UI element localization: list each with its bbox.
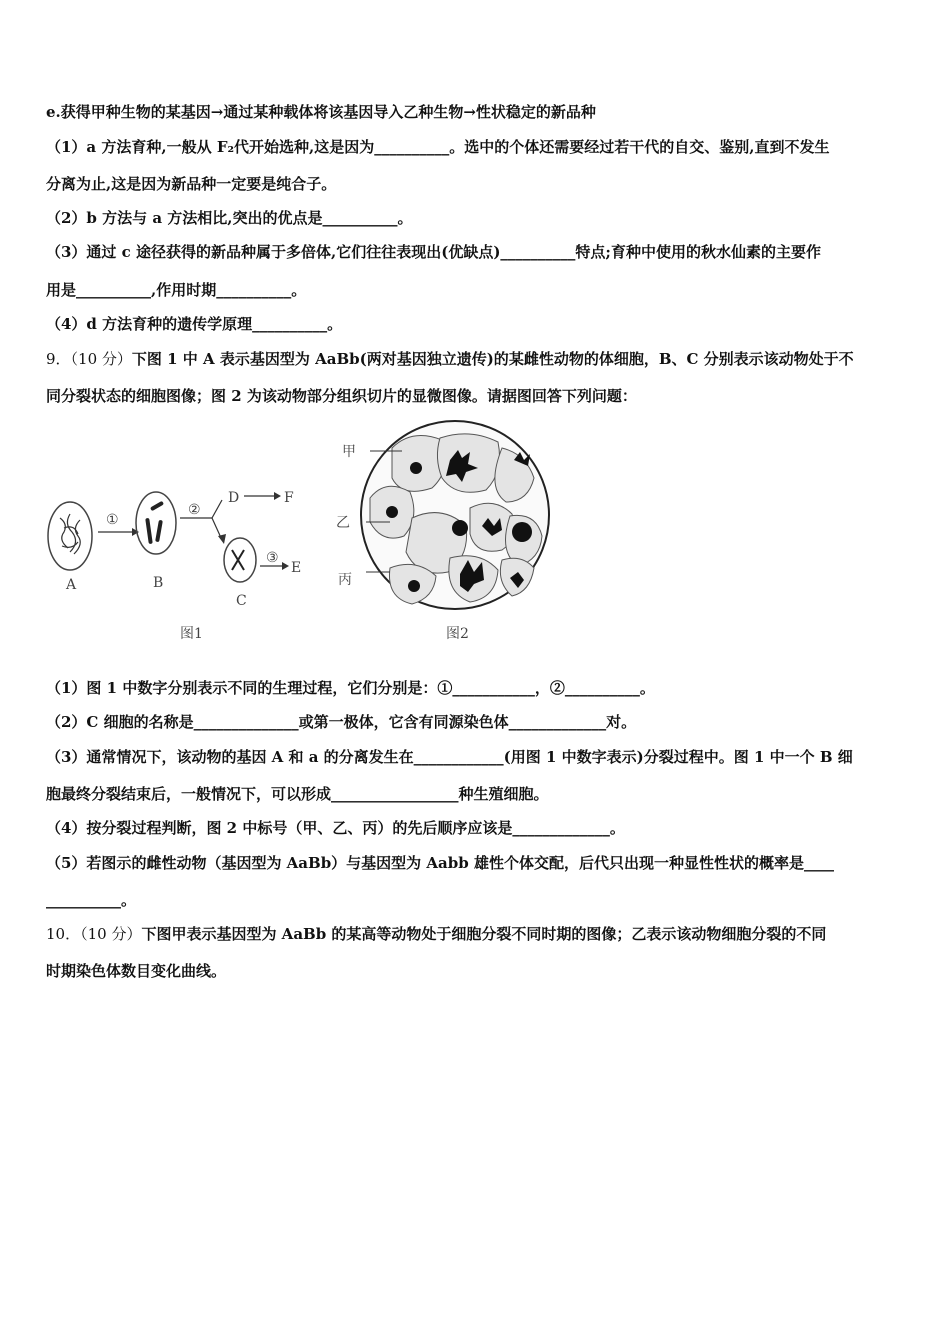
question-9-text: 下图 1 中 A 表示基因型为 AaBb(两对基因独立遗传)的某雌性动物的体细胞，B、C 分别表示该动物处于不 (131, 350, 854, 368)
arrow-2-down-head (218, 534, 226, 544)
question-8-2: （2）b 方法与 a 方法相比,突出的优点是__________。 (46, 209, 413, 227)
question-9-intro (46, 349, 854, 369)
question-9-number: 9．（10 分） (46, 350, 132, 368)
question-8-3: （3）通过 c 途径获得的新品种属于多倍体,它们往往表现出(优缺点)__________特点;育种中使用的秋水仙素的主要作 (46, 243, 821, 261)
arrow-3-head (282, 562, 289, 570)
question-9-3: （3）通常情况下，该动物的基因 A 和 a 的分离发生在____________(用图 1 中数字表示)分裂过程中。图 1 中一个 B 细 (46, 748, 853, 766)
cell-A-chromatin (60, 514, 80, 554)
question-8-1: （1）a 方法育种,一般从 F₂代开始选种,这是因为__________。选中的个体还需要经过若干代的自交、鉴别,直到不发生 (46, 138, 830, 156)
question-10-text: 下图甲表示基因型为 AaBb 的某高等动物处于细胞分裂不同时期的图像；乙表示该动物细胞分裂的不同 (141, 925, 827, 943)
label-A: A (66, 577, 77, 593)
question-10-intro-cont: 时期染色体数目变化曲线。 (46, 962, 227, 980)
question-8-1-cont: 分离为止,这是因为新品种一定要是纯合子。 (46, 175, 337, 193)
label-E: E (291, 560, 302, 576)
question-9-3-cont: 胞最终分裂结束后，一般情况下，可以形成_________________种生殖细胞。 (46, 785, 549, 803)
question-8-3-cont: 用是__________,作用时期__________。 (46, 281, 307, 299)
step-3: ③ (266, 550, 279, 566)
cell-C (224, 538, 256, 582)
question-9-2: （2）C 细胞的名称是______________或第一极体，它含有同源染色体_____________对。 (46, 713, 637, 731)
label-jia: 甲 (342, 444, 356, 460)
cell-B (136, 492, 176, 554)
question-8-4: （4）d 方法育种的遗传学原理__________。 (46, 315, 343, 333)
cell-B-chromosomes (145, 501, 164, 544)
arrow-D-F-head (274, 492, 281, 500)
label-C: C (236, 593, 247, 609)
step-1: ① (106, 512, 119, 528)
step-2: ② (188, 502, 201, 518)
question-10-intro (46, 924, 826, 944)
question-9-5: （5）若图示的雌性动物（基因型为 AaBb）与基因型为 Aabb 雄性个体交配，后代只出现一种显性性状的概率是____ (46, 854, 834, 872)
caption-figure-1: 图1 (180, 626, 203, 642)
label-yi: 乙 (336, 515, 350, 531)
question-9-4: （4）按分裂过程判断，图 2 中标号（甲、乙、丙）的先后顺序应该是_____________。 (46, 819, 625, 837)
label-D: D (228, 490, 240, 506)
cell-C-chromosomes (232, 550, 244, 570)
cell-A (48, 502, 92, 570)
arrow-2-up (212, 500, 222, 518)
label-F: F (284, 490, 294, 506)
question-9-5-cont: __________。 (46, 891, 137, 909)
question-9-1: （1）图 1 中数字分别表示不同的生理过程，它们分别是：①___________，②__________。 (46, 679, 655, 697)
text-line-e: e.获得甲种生物的某基因→通过某种载体将该基因导入乙种生物→性状稳定的新品种 (46, 103, 596, 121)
label-B: B (153, 575, 164, 591)
label-bing: 丙 (338, 572, 352, 588)
figure-cell-division (40, 408, 560, 648)
caption-figure-2: 图2 (446, 626, 469, 642)
question-9-intro-cont: 同分裂状态的细胞图像；图 2 为该动物部分组织切片的显微图像。请据图回答下列问题： (46, 387, 637, 405)
question-10-number: 10．（10 分） (46, 925, 142, 943)
